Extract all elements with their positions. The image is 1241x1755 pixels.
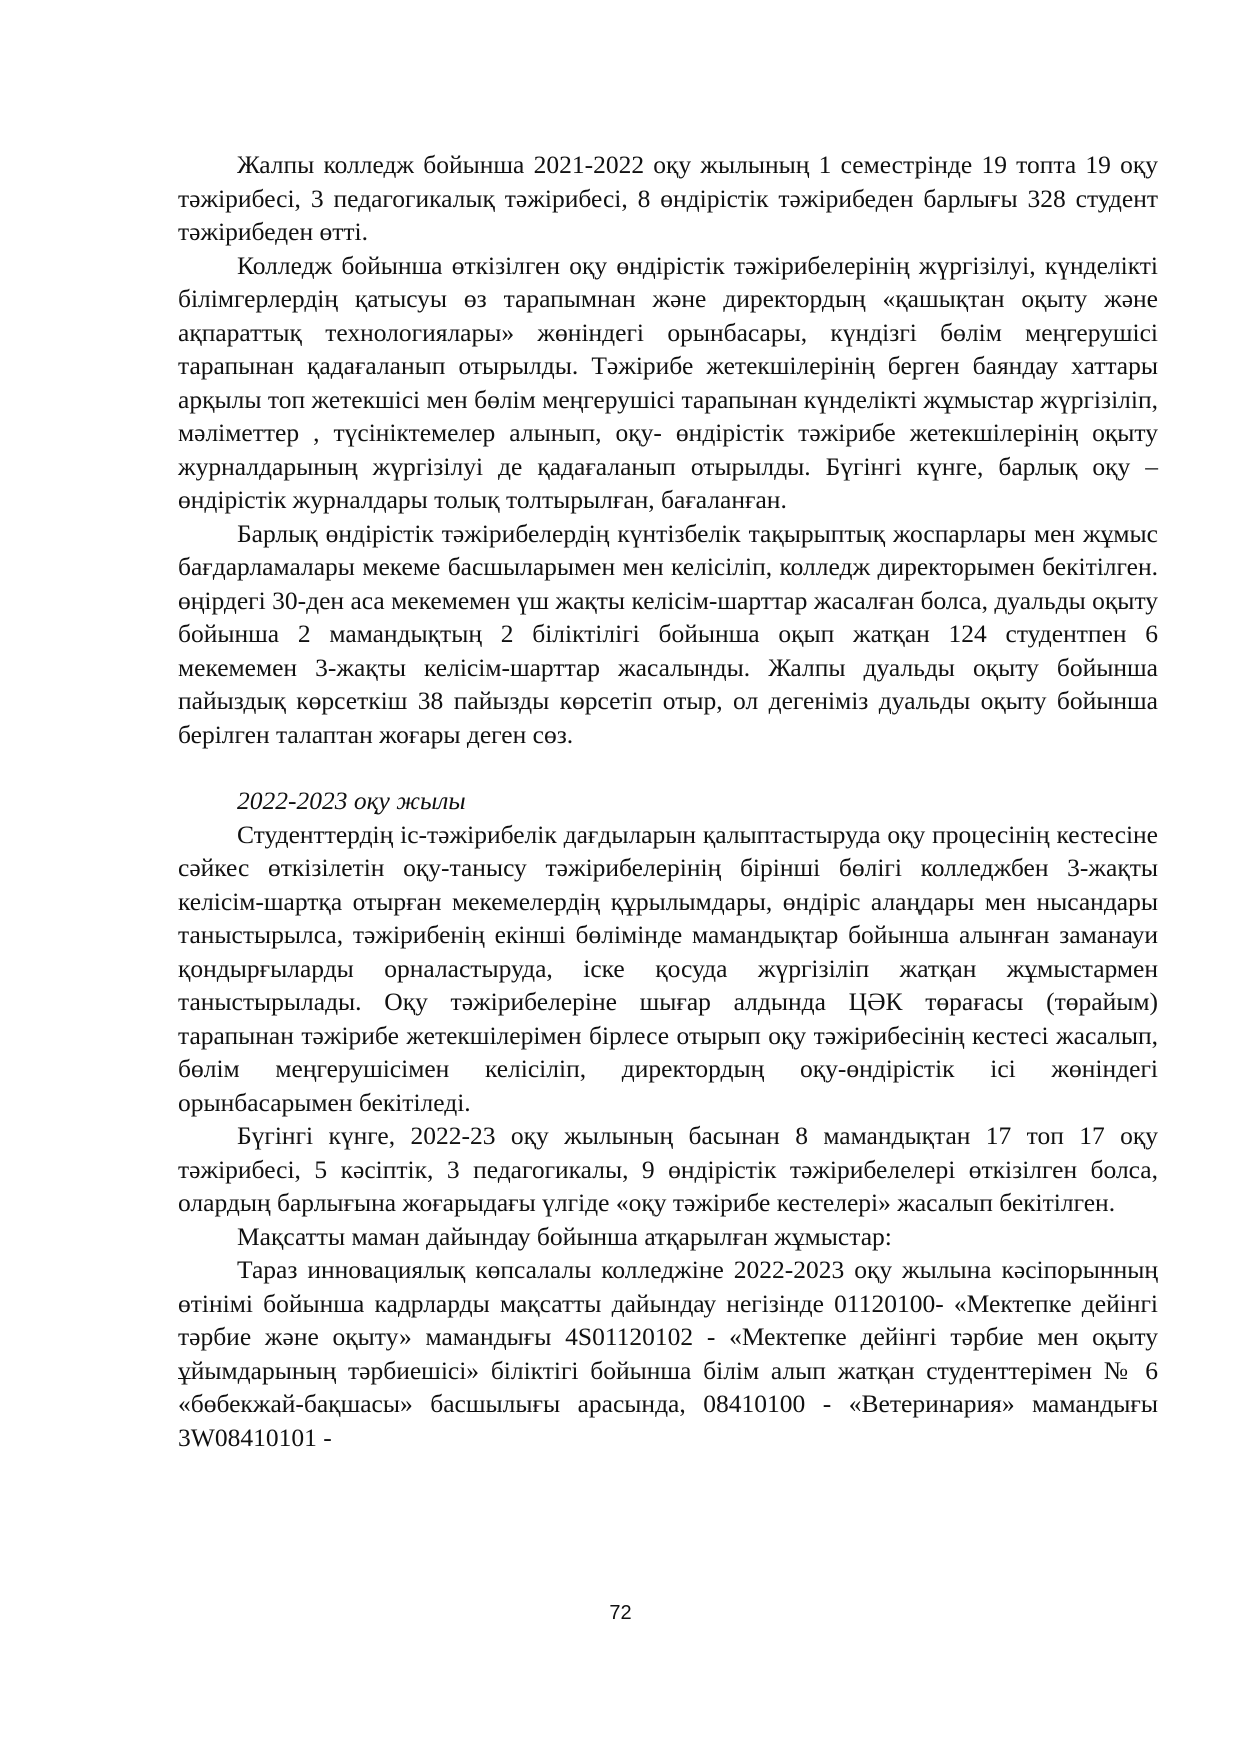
section-heading-2022-2023: 2022-2023 оқу жылы [237,786,466,815]
paragraph-dual-education: Барлық өндірістік тәжірибелердің күнтізбелік тақырыптық жоспарлары мен жұмыс бағдарламалары мекеме басшыларымен мен келісіліп, колледж директорымен бекітілген. өңірдегі 30-ден аса мекемемен үш жақты келісім-шарттар жасалған болса, дуальды оқыту бойынша 2 мамандықтың 2 біліктілігі бойынша оқып жатқан 124 студентпен 6 мекемемен 3-жақты келісім-шарттар жасалынды. Жалпы дуальды оқыту бойынша пайыздық көрсеткіш 38 пайызды көрсетіп отыр, ол дегеніміз дуальды оқыту бойынша берілген талаптан жоғары деген сөз. [178,518,1158,749]
paragraph-targeted-training: Тараз инновациялық көпсалалы колледжіне 2022-2023 оқу жылына кәсіпорынның өтінімі бойынша кадрларды мақсатты дайындау негізінде 01120100- «Мектепке дейінгі тәрбие және оқыту» мамандығы 4S01120102 - «Мектепке дейінгі тәрбие мен оқыту ұйымдарының тәрбиешісі» біліктігі бойынша білім алып жатқан студенттерімен № 6 «бөбекжай-бақшасы» басшылығы арасында, 08410100 - «Ветеринария» мамандығы 3W08410101 - [178,1255,1158,1452]
paragraph-targeted-training-title: Мақсатты маман дайындау бойынша атқарылған жұмыстар: [237,1221,892,1251]
page-number: 72 [609,1602,632,1624]
paragraph-practice-supervision: Колледж бойынша өткізілген оқу өндірістік тәжірибелерінің жүргізілуі, күнделікті білімгерлердің қатысуы өз тарапымнан және директордың «қашықтан оқыту және ақпараттық технологиялары» жөніндегі орынбасары, күндізгі бөлім меңгерушісі тарапынан қадағаланып отырылды. Тәжірибе жетекшілерінің берген баяндау хаттары арқылы топ жетекшісі мен бөлім меңгерушісі тарапынан күнделікті жұмыстар жүргізіліп, мәліметтер , түсініктемелер алынып, оқу- өндірістік тәжірибе жетекшілерінің оқыту журналдарының жүргізілуі де қадағаланып отырылды. Бүгінгі күнге, барлық оқу –өндірістік журналдары толық толтырылған, бағаланған. [178,250,1158,514]
paragraph-practice-count-2022: Бүгінгі күнге, 2022-23 оқу жылының басынан 8 мамандықтан 17 топ 17 оқу тәжірибесі, 5 кәсіптік, 3 педагогикалы, 9 өндірістік тәжірибелелері өткізілген болса, олардың барлығына жоғарыдағы үлгіде «оқу тәжірибе кестелері» жасалып бекітілген. [178,1121,1158,1217]
paragraph-practice-skills: Студенттердің іс-тәжірибелік дағдыларын қалыптастыруда оқу процесінің кестесіне сәйкес өткізілетін оқу-танысу тәжірибелерінің бірінші бөлігі колледжбен 3-жақты келісім-шартқа отырған мекемелердің құрылымдары, өндіріс алаңдары мен нысандары таныстырылса, тәжірибенің екінші бөлімінде мамандықтар бойынша алынған заманауи қондырғыларды орналастыруда, іске қосуда жүргізіліп жатқан жұмыстармен таныстырылады. Оқу тәжірибелеріне шығар алдында ЦӘК төрағасы (төрайым) тарапынан тәжірибе жетекшілерімен бірлесе отырып оқу тәжірибесінің кестесі жасалып, бөлім меңгерушісімен келісіліп, директордың оқу-өндірістік ісі жөніндегі орынбасарымен бекітіледі. [178,819,1158,1117]
document-page [178,148,1158,1454]
paragraph-practice-summary-2021: Жалпы колледж бойынша 2021-2022 оқу жылының 1 семестрінде 19 топта 19 оқу тәжірибесі, 3 педагогикалық тәжірибесі, 8 өндірістік тәжірибеден барлығы 328 студент тәжірибеден өтті. [178,150,1158,246]
